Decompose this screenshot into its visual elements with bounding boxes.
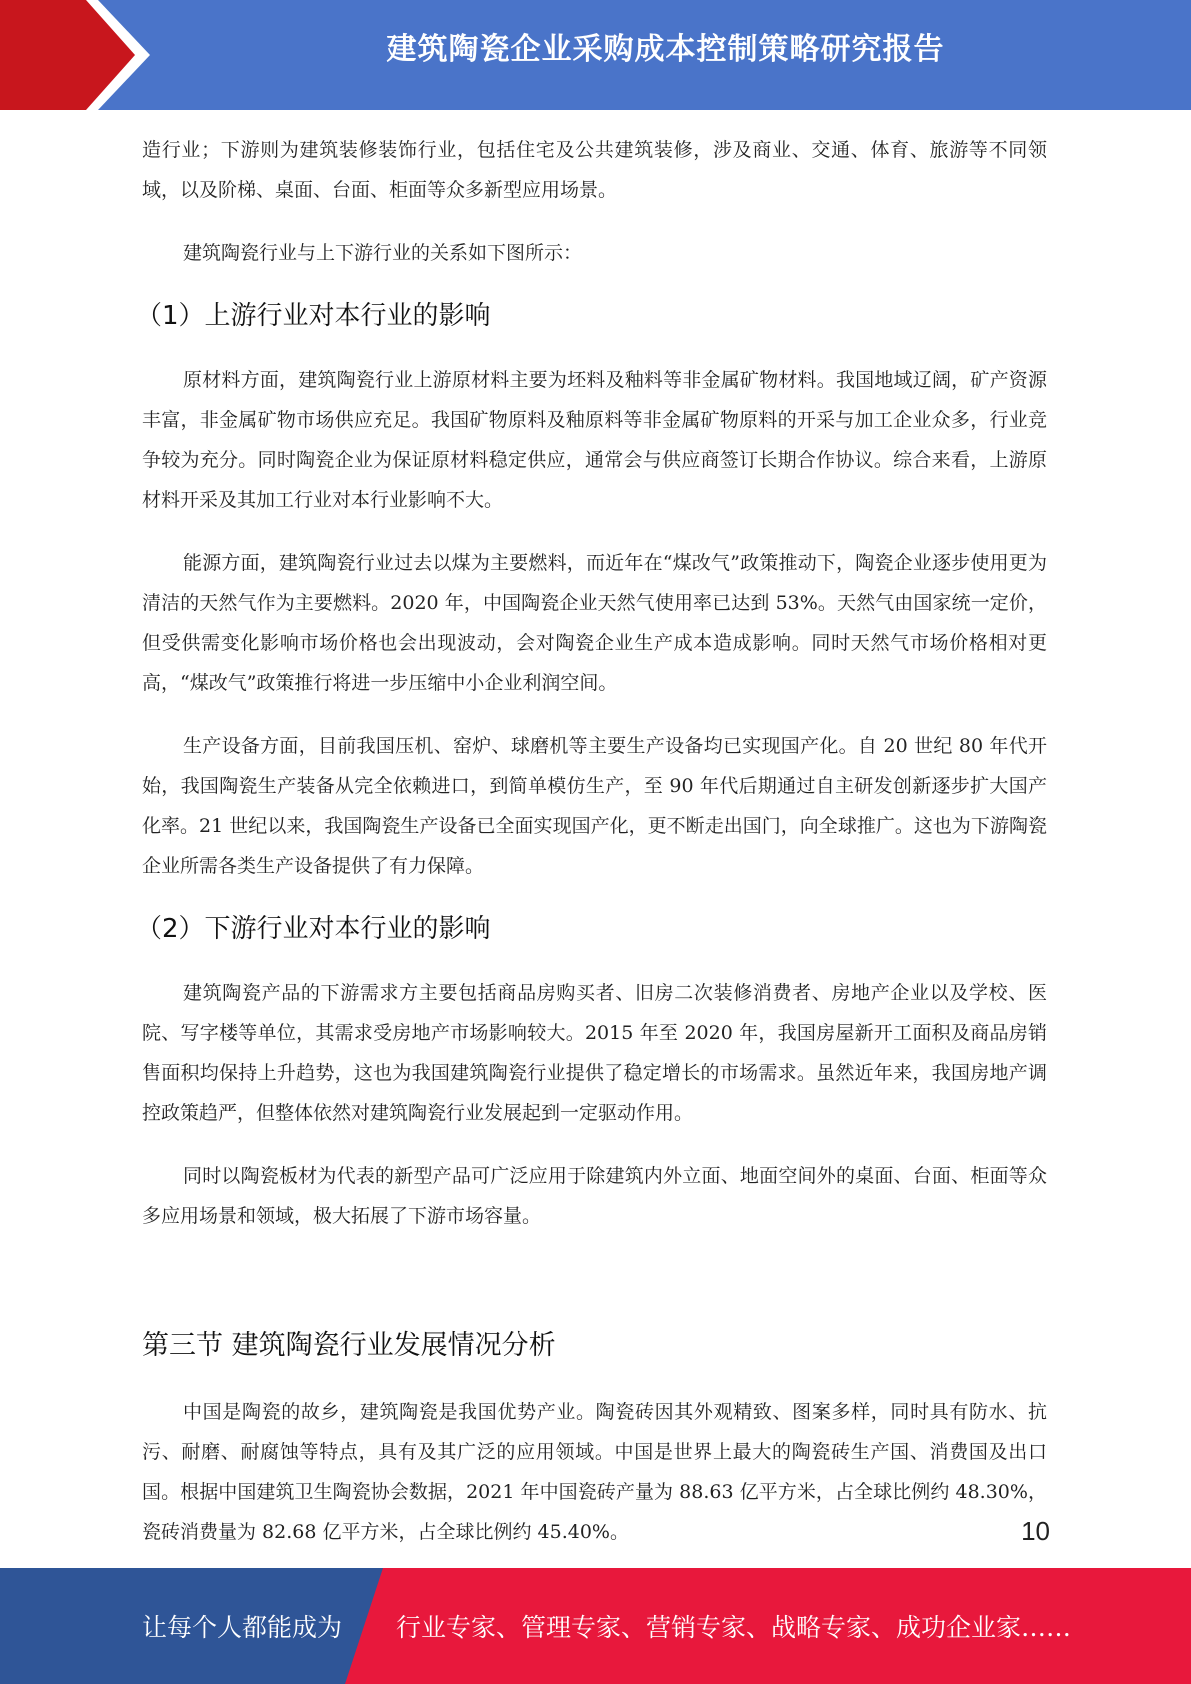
page-number: 10 — [1021, 1516, 1050, 1546]
subheading-upstream: （1）上游行业对本行业的影响 — [136, 301, 491, 331]
page-header — [0, 0, 1191, 110]
section-title: 第三节 建筑陶瓷行业发展情况分析 — [142, 1330, 556, 1361]
paragraph-equipment: 生产设备方面，目前我国压机、窑炉、球磨机等主要生产设备均已实现国产化。自 20 世纪 80 年代开始，我国陶瓷生产装备从完全依赖进口，到简单模仿生产，至 90 年代后期通过自主研发创新逐步扩大国产化率。21 世纪以来，我国陶瓷生产设备已全面实现国产化，更不断走出国门，向全球推广。这也为下游陶瓷企业所需各类生产设备提供了有力保障。 — [142, 735, 1047, 877]
chevron-arrow-icon — [0, 0, 160, 110]
paragraph-industry-overview: 中国是陶瓷的故乡，建筑陶瓷是我国优势产业。陶瓷砖因其外观精致、图案多样，同时具有防水、抗污、耐磨、耐腐蚀等特点，具有及其广泛的应用领域。中国是世界上最大的陶瓷砖生产国、消费国及出口国。根据中国建筑卫生陶瓷协会数据，2021 年中国瓷砖产量为 88.63 亿平方米，占全球比例约 48.30%，瓷砖消费量为 82.68 亿平方米，占全球比例约 45.40%。 — [142, 1401, 1047, 1543]
paragraph-energy: 能源方面，建筑陶瓷行业过去以煤为主要燃料，而近年在“煤改气”政策推动下，陶瓷企业逐步使用更为清洁的天然气作为主要燃料。2020 年，中国陶瓷企业天然气使用率已达到 53%。天然气由国家统一定价，但受供需变化影响市场价格也会出现波动，会对陶瓷企业生产成本造成影响。同时天然气市场价格相对更高，“煤改气”政策推行将进一步压缩中小企业利润空间。 — [142, 552, 1047, 694]
page-content — [136, 130, 1047, 1575]
header-title: 建筑陶瓷企业采购成本控制策略研究报告 — [386, 32, 945, 67]
paragraph-new-products: 同时以陶瓷板材为代表的新型产品可广泛应用于除建筑内外立面、地面空间外的桌面、台面、柜面等众多应用场景和领域，极大拓展了下游市场容量。 — [142, 1165, 1047, 1227]
page-footer — [0, 1568, 1191, 1684]
paragraph-figure-reference: 建筑陶瓷行业与上下游行业的关系如下图所示： — [183, 242, 583, 264]
paragraph-downstream-demand: 建筑陶瓷产品的下游需求方主要包括商品房购买者、旧房二次装修消费者、房地产企业以及学校、医院、写字楼等单位，其需求受房地产市场影响较大。2015 年至 2020 年，我国房屋新开工面积及商品房销售面积均保持上升趋势，这也为我国建筑陶瓷行业提供了稳定增长的市场需求。虽然近年来，我国房地产调控政策趋严，但整体依然对建筑陶瓷行业发展起到一定驱动作用。 — [142, 982, 1047, 1124]
footer-slogan-left: 让每个人都能成为 — [142, 1613, 343, 1642]
footer-slogan-right: 行业专家、管理专家、营销专家、战略专家、成功企业家…… — [396, 1613, 1072, 1642]
paragraph-downstream-intro: 造行业；下游则为建筑装修装饰行业，包括住宅及公共建筑装修，涉及商业、交通、体育、旅游等不同领域，以及阶梯、桌面、台面、柜面等众多新型应用场景。 — [142, 139, 1047, 201]
subheading-downstream: （2）下游行业对本行业的影响 — [136, 914, 491, 944]
paragraph-raw-materials: 原材料方面，建筑陶瓷行业上游原材料主要为坯料及釉料等非金属矿物材料。我国地域辽阔，矿产资源丰富，非金属矿物市场供应充足。我国矿物原料及釉原料等非金属矿物原料的开采与加工企业众多，行业竞争较为充分。同时陶瓷企业为保证原材料稳定供应，通常会与供应商签订长期合作协议。综合来看，上游原材料开采及其加工行业对本行业影响不大。 — [142, 369, 1047, 511]
